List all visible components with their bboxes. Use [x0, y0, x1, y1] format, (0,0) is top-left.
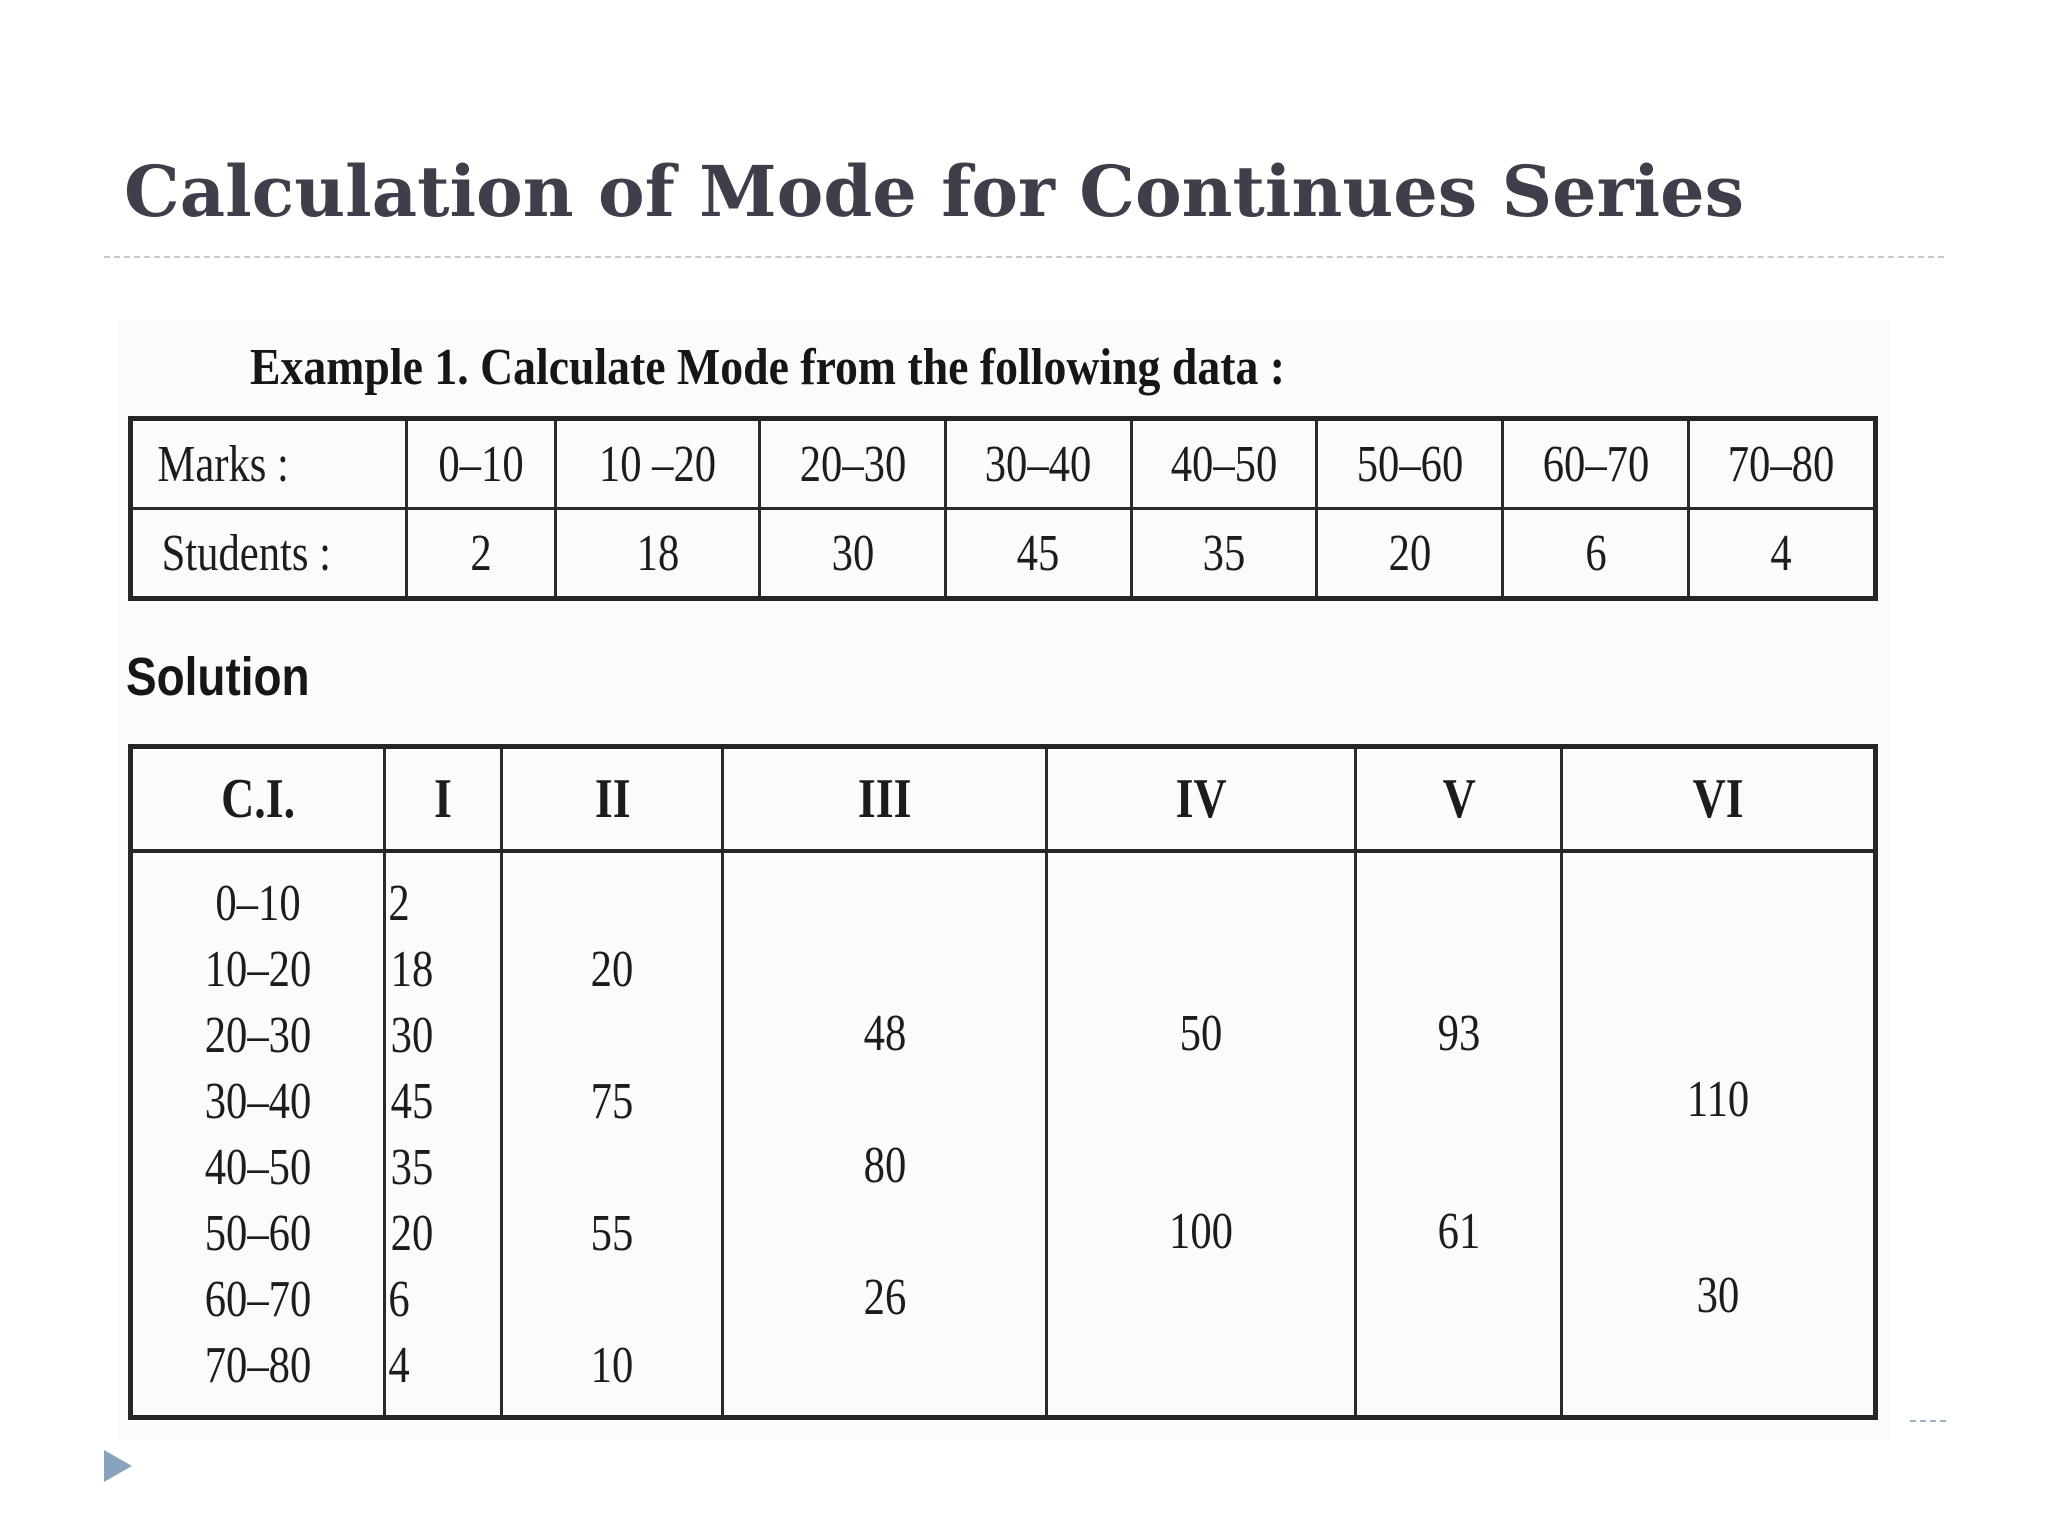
students-cell: 6 — [1503, 509, 1689, 599]
col-ii-value: 75 — [591, 1073, 634, 1130]
students-cell: 2 — [407, 509, 556, 599]
col-i-value: 35 — [390, 1139, 434, 1196]
ci-value: 40–50 — [204, 1139, 312, 1196]
frequency-data-table — [128, 416, 1878, 601]
students-cell: 20 — [1317, 509, 1503, 599]
ci-value: 30–40 — [204, 1073, 312, 1130]
marks-cell: 0–10 — [407, 419, 556, 509]
footer-divider — [1910, 1420, 1946, 1422]
students-cell: 45 — [945, 509, 1131, 599]
scanned-textbook-image — [118, 320, 1890, 1440]
header-col-iv: IV — [1047, 747, 1356, 852]
marks-cell: 20–30 — [760, 419, 946, 509]
marks-cell: 10 –20 — [556, 419, 760, 509]
col-iv-value: 100 — [1169, 1203, 1234, 1260]
play-arrow-icon — [104, 1450, 132, 1482]
col-iii-value: 48 — [863, 1005, 907, 1062]
col-v-value: 93 — [1437, 1005, 1481, 1062]
students-cell: 4 — [1688, 509, 1875, 599]
row-label-marks: Marks : — [131, 419, 407, 509]
col-ii-value: 20 — [591, 941, 634, 998]
col-i-value: 45 — [390, 1073, 434, 1130]
col-i-value: 4 — [388, 1337, 410, 1394]
ci-value: 0–10 — [215, 875, 301, 932]
col-i-value: 2 — [388, 875, 410, 932]
header-col-iii: III — [723, 747, 1047, 852]
col-iv-value: 50 — [1179, 1005, 1223, 1062]
header-col-ii: II — [502, 747, 723, 852]
column-v — [1356, 851, 1562, 1418]
marks-cell: 70–80 — [1688, 419, 1875, 509]
grouping-body-row — [131, 851, 1876, 1418]
col-iii-value: 80 — [863, 1137, 907, 1194]
ci-value: 50–60 — [204, 1205, 312, 1262]
header-col-i: I — [385, 747, 502, 852]
col-vi-value: 110 — [1686, 1071, 1750, 1128]
col-vi-value: 30 — [1696, 1267, 1740, 1324]
col-i-value: 18 — [390, 941, 434, 998]
header-col-v: V — [1356, 747, 1562, 852]
grouping-header-row — [131, 747, 1876, 852]
column-iii — [723, 851, 1047, 1418]
column-iv — [1047, 851, 1356, 1418]
grouping-table — [128, 744, 1878, 1420]
col-i-value: 6 — [388, 1271, 410, 1328]
marks-cell: 50–60 — [1317, 419, 1503, 509]
marks-cell: 30–40 — [945, 419, 1131, 509]
column-vi — [1562, 851, 1876, 1418]
col-i-value: 20 — [390, 1205, 434, 1262]
column-i — [385, 851, 502, 1418]
header-col-vi: VI — [1562, 747, 1876, 852]
marks-row — [131, 419, 1876, 509]
marks-cell: 40–50 — [1131, 419, 1317, 509]
students-cell: 35 — [1131, 509, 1317, 599]
ci-value: 10–20 — [204, 941, 312, 998]
column-ci — [131, 851, 385, 1418]
solution-heading: Solution — [126, 647, 310, 707]
col-iii-value: 26 — [863, 1269, 907, 1326]
students-cell: 18 — [556, 509, 760, 599]
col-ii-value: 10 — [591, 1337, 634, 1394]
ci-value: 60–70 — [204, 1271, 312, 1328]
col-i-value: 30 — [390, 1007, 434, 1064]
students-row — [131, 509, 1876, 599]
column-ii — [502, 851, 723, 1418]
col-v-value: 61 — [1437, 1203, 1481, 1260]
title-divider — [104, 256, 1944, 258]
slide-title: Calculation of Mode for Continues Series — [124, 150, 1745, 233]
ci-value: 70–80 — [204, 1337, 312, 1394]
col-ii-value: 55 — [591, 1205, 634, 1262]
row-label-students: Students : — [131, 509, 407, 599]
marks-cell: 60–70 — [1503, 419, 1689, 509]
ci-value: 20–30 — [204, 1007, 312, 1064]
students-cell: 30 — [760, 509, 946, 599]
example-heading: Example 1. Calculate Mode from the following data : — [250, 339, 1286, 396]
header-ci: C.I. — [131, 747, 385, 852]
